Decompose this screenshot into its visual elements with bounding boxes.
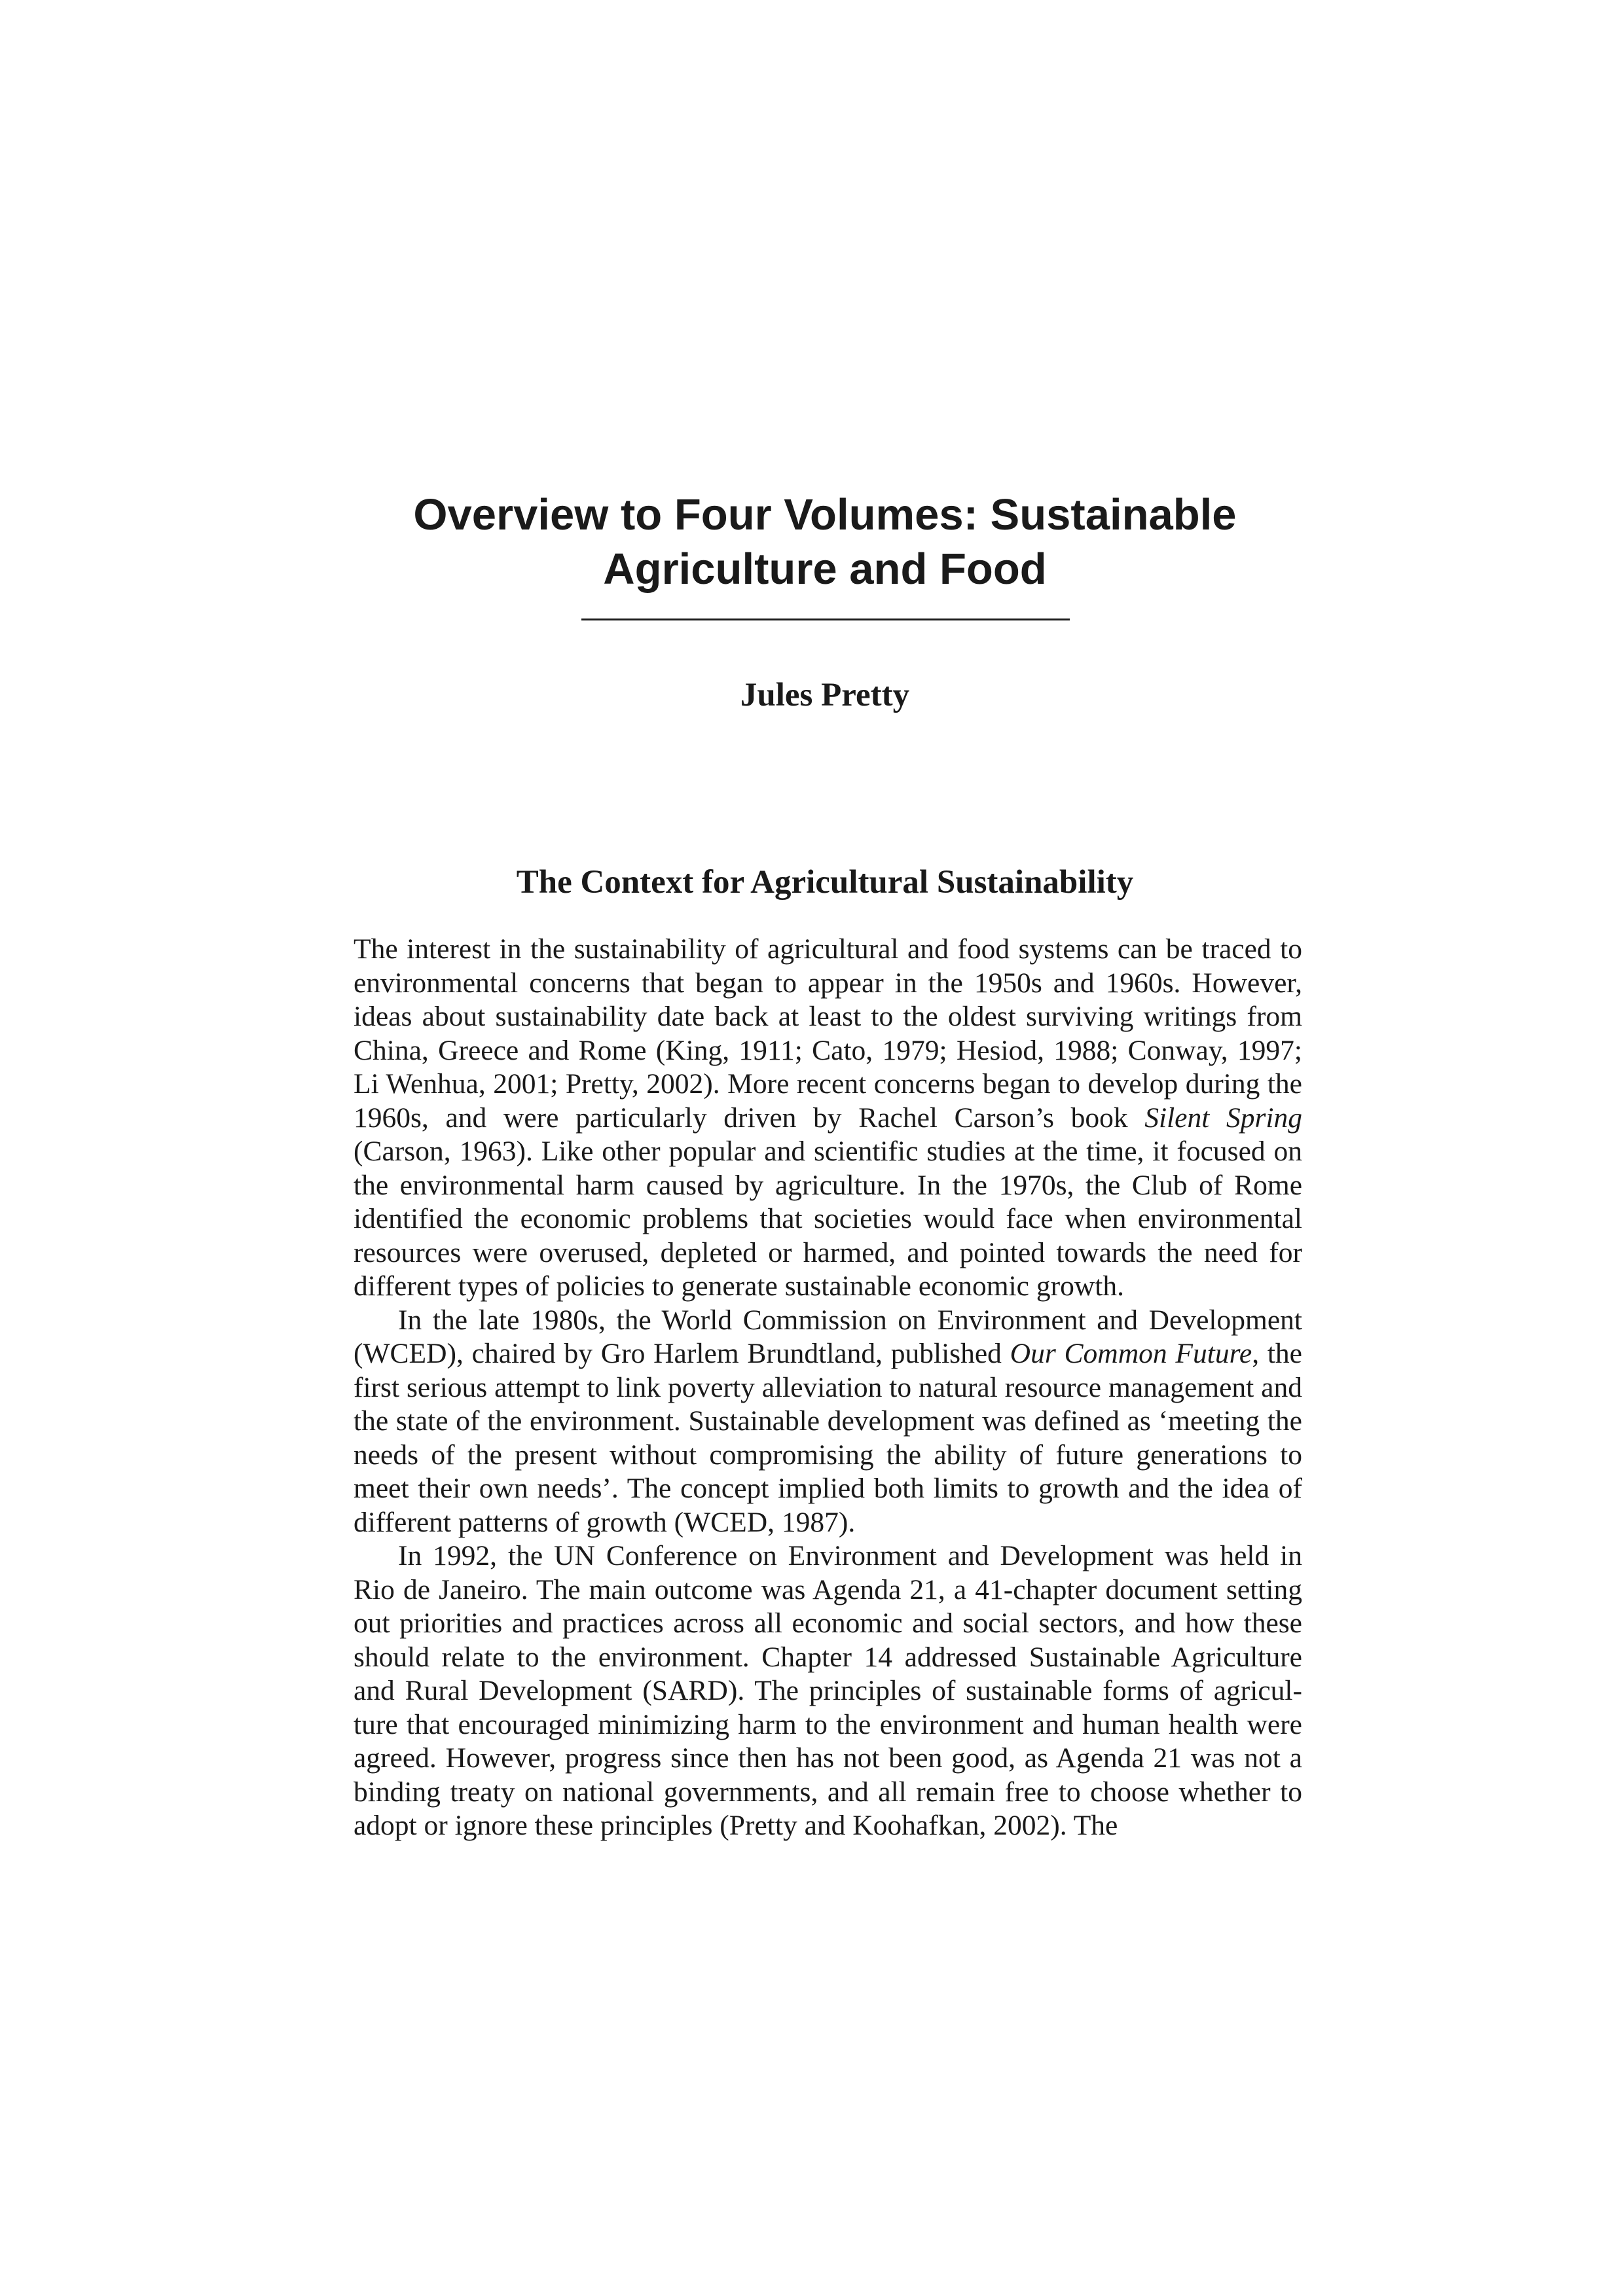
author-name: Jules Pretty (740, 677, 910, 713)
paragraph-2-text-a: In the late 1980s, the World Commission on Environment and Development (WCED), chaired by Gro Harlem Brundtland, published (354, 1304, 1302, 1369)
paragraph-3: In 1992, the UN Conference on Environment and Development was held in Rio de Janeiro. The main outcome was Agenda 21, a 41-chapter document setting out priorities and practices across all economic and social sectors, and how these should relate to the environment. Chapter 14 addressed Sustainable Agriculture and Rural Development (SARD). The principles of sustainable forms of agriculture that encouraged minimizing harm to the environment and human health were agreed. However, progress since then has not been good, as Agenda 21 was not a binding treaty on national governments, and all remain free to choose whether to adopt or ignore these principles (Pretty and Koohafkan, 2002). The (354, 1540, 1302, 1841)
paragraph-1-text-b: (Carson, 1963). Like other popular and scientific studies at the time, it focused on the environmental harm caused by agriculture. In the 1970s, the Club of Rome identified the economic problems that societies would face when environmental resources were overused, depleted or harmed, and pointed towards the need for different types of policies to generate sustainable economic growth. (354, 1136, 1302, 1302)
section-heading: The Context for Agricultural Sustainability (516, 864, 1134, 901)
body-text (354, 933, 1302, 1843)
page-title: Overview to Four Volumes: Sustainable Agriculture and Food (413, 490, 1237, 594)
paragraph-2-text-b: , the first serious attempt to link poverty alleviation to natural resource management and the state of the environment. Sustainable development was defined as ‘meeting the needs of the present without compromising the ability of future generations to meet their own needs’. The concept implied both limits to growth and the idea of different patterns of growth (WCED, 1987). (354, 1338, 1302, 1538)
paragraph-1-book-title: Silent Spring (1144, 1102, 1302, 1134)
title-rule (581, 619, 1070, 620)
paragraph-2 (354, 1304, 1302, 1540)
paragraph-1 (354, 933, 1302, 1304)
paragraph-2-book-title: Our Common Future (1010, 1338, 1252, 1369)
paragraph-1-text-a: The interest in the sustainability of agricultural and food systems can be traced to environmental concerns that began to appear in the 1950s and 1960s. However, ideas about sustainability date back at least to the oldest surviving writings from China, Greece and Rome (King, 1911; Cato, 1979; Hesiod, 1988; Conway, 1997; Li Wenhua, 2001; Pretty, 2002). More recent concerns began to develop during the 1960s, and were particularly driven by Rachel Carson’s book (354, 933, 1302, 1134)
